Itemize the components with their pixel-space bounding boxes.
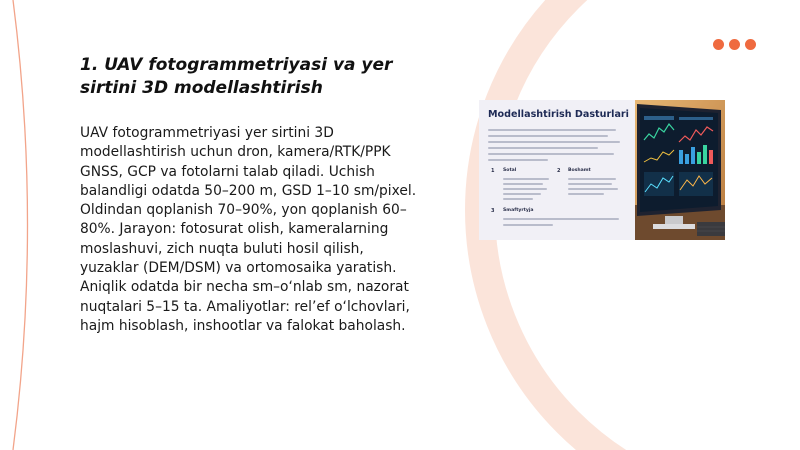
item-number: 1	[491, 168, 495, 174]
slide-body: UAV fotogrammetriyasi yer sirtini 3D modellashtirish uchun dron, kamera/RTK/PPK GNSS, GCP va fotolarni talab qiladi. Uchish balandligi odatda 50–200 m, GSD 1–10 sm/pixel. Oldindan qoplanish 70–90%, yon qoplanish 60–80%. Jarayon: fotosurat olish, kameralarning moslashuvi, zich nuqta buluti hosil qilish, yuzaklar (DEM/DSM) va ortomosaika yaratish. Aniqlik odatda bir necha sm–o‘nlab sm, nazorat nuqtalari 5–15 ta. Amaliyotlar: rel’ef o‘lchovlari, hajm hisoblash, inshootlar va falokat baholash.	[80, 125, 417, 334]
text-line	[488, 129, 616, 131]
text-line	[488, 153, 614, 155]
text-line	[503, 183, 543, 185]
text-line	[568, 188, 618, 190]
text-line	[503, 193, 541, 195]
text-line	[503, 218, 619, 220]
text-line	[568, 183, 612, 185]
left-edge-curve	[13, 0, 28, 450]
item-label: Smaftyrtyja	[503, 208, 534, 213]
item-number: 2	[557, 168, 561, 174]
item-label: Sotal	[503, 168, 517, 173]
figure-title: Modellashtirish Dasturlari	[488, 109, 629, 120]
text-line	[568, 193, 604, 195]
document-panel	[479, 100, 635, 240]
text-line	[488, 159, 548, 161]
software-illustration	[479, 100, 725, 240]
text-line	[568, 178, 616, 180]
text-line	[503, 178, 549, 180]
monitor-photo	[635, 100, 725, 240]
text-line	[488, 141, 620, 143]
item-label: Boshamt	[568, 168, 591, 173]
text-line	[488, 135, 608, 137]
item-number: 3	[491, 208, 495, 214]
slide-title: 1. UAV fotogrammetriyasi va yer sirtini 3D modellashtirish	[80, 55, 393, 98]
text-line	[488, 147, 598, 149]
text-line	[503, 224, 553, 226]
dot	[745, 39, 756, 50]
text-line	[503, 188, 547, 190]
dot	[713, 39, 724, 50]
dot	[729, 39, 740, 50]
menu-dots-icon	[713, 39, 756, 50]
text-line	[503, 198, 533, 200]
